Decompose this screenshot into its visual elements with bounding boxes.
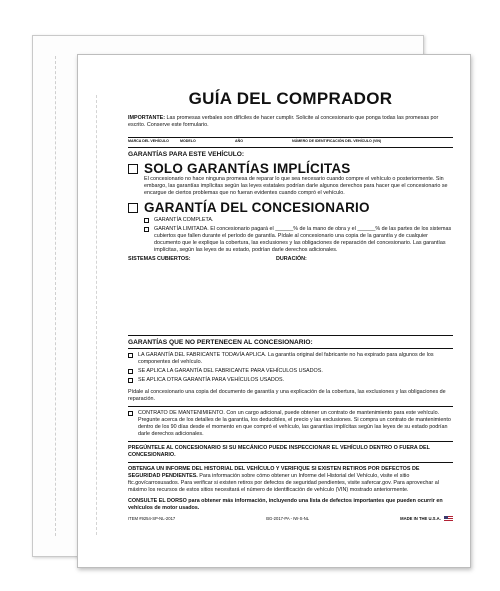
perforation-line: [55, 56, 58, 536]
full-warranty-text: GARANTÍA COMPLETA.: [154, 217, 214, 223]
important-notice: [128, 115, 453, 129]
form-code: BG-2017-PA - IW-S-NL: [266, 516, 310, 521]
systems-label: SISTEMAS CUBIERTOS:: [128, 256, 191, 262]
nd-item-text: SE APLICA LA GARANTÍA DEL FABRICANTE PARA VEHÍCULOS USADOS.: [138, 368, 323, 374]
vehicle-vin-field: NÚMERO DE IDENTIFICACIÓN DEL VEHÍCULO (VIN): [292, 139, 382, 143]
divider: [128, 335, 453, 336]
divider: [128, 147, 453, 148]
nd-item: [128, 368, 453, 375]
full-warranty-checkbox: [144, 218, 149, 223]
service-contract-option: [128, 410, 453, 438]
full-warranty-option: [144, 217, 453, 224]
page-title: GUÍA DEL COMPRADOR: [188, 89, 393, 108]
item-code: ITEM #9254-SP-NL-2017: [128, 516, 176, 521]
dealer-warranty-option: [128, 200, 453, 215]
footer: [128, 516, 453, 522]
history-bold: OBTENGA UN INFORME DEL HISTORIAL DEL VEHÍCULO Y VERIFIQUE SI EXISTEN RETIROS POR DEFECTOS DE SEGURIDAD PENDIENTES.: [128, 466, 420, 479]
duration-label: DURACIÓN:: [276, 256, 307, 262]
made-in-usa: [400, 516, 453, 522]
history-text: Para información sobre cómo obtener un Informe del Historial del Vehículo, visite el sitio ftc.gov/carrosusados. Para verificar si existen retiros por defectos de seguridad pendientes, visite safercar.gov. Para aprovechar al máximo los recursos de estos sitios necesitará el número de identificación de vehículo (VIN) mostrado anteriormente.: [128, 473, 439, 493]
made-in-text: MADE IN THE U.S.A.: [400, 516, 441, 522]
limited-warranty-text: GARANTÍA LIMITADA. El concesionario pagará el ______% de la mano de obra y el ______% de las partes de los sistemas cubiertos que fallen durante el período de garantía. Pídale al concesionario una copia de la garantía y de cualquier documento que le explique la cobertura, las exclusiones y las obligaciones de reparación del concesionario. Las garantías implícitas, según las leyes de su estado, podrían darle derechos adicionales.: [154, 226, 452, 253]
implied-title: SOLO GARANTÍAS IMPLÍCITAS: [144, 161, 351, 176]
service-contract-text: CONTRATO DE MANTENIMIENTO. Con un cargo adicional, puede obtener un contrato de mantenimiento para este vehículo. Pregunte acerca de los detalles de la garantía, los deducibles, el precio y las exclusiones. Si compra un contrato de mantenimiento dentro de los 90 días desde el momento en que compró el vehículo, las garantías implícitas según las leyes de su estado podrían darle derechos adicionales.: [138, 410, 451, 437]
nd-checkbox: [128, 369, 133, 374]
important-text: Las promesas verbales son difíciles de hacer cumplir. Solicite al concesionario que ponga todas las promesas por escrito. Conserve este formulario.: [128, 115, 439, 128]
limited-warranty-checkbox: [144, 227, 149, 232]
implied-checkbox: [128, 164, 138, 174]
consult-text: CONSULTE EL DORSO para obtener más información, incluyendo una lista de defectos importantes que pueden ocurrir en vehículos de motor usados.: [128, 498, 443, 511]
divider: [128, 406, 453, 407]
nd-checkbox: [128, 378, 133, 383]
important-label: IMPORTANTE:: [128, 115, 166, 121]
warranties-heading: GARANTÍAS PARA ESTE VEHÍCULO:: [128, 151, 245, 158]
vehicle-fields-row: [128, 137, 453, 143]
dealer-title: GARANTÍA DEL CONCESIONARIO: [144, 200, 370, 215]
vehicle-model-field: MODELO: [180, 139, 196, 143]
non-dealer-heading: GARANTÍAS QUE NO PERTENECEN AL CONCESIONARIO:: [128, 339, 313, 346]
ask-copy-text: Pídale al concesionario una copia del documento de garantía y una explicación de la cobertura, las exclusiones y las obligaciones de reparación.: [128, 389, 446, 402]
history-paragraph: [128, 466, 453, 494]
nd-item: [128, 352, 453, 366]
guide-content: [128, 89, 453, 522]
systems-blank-area: [128, 262, 453, 332]
limited-warranty-option: [144, 226, 453, 254]
vehicle-make-field: MARCA DEL VEHÍCULO: [128, 139, 169, 143]
divider: [128, 462, 453, 463]
dealer-checkbox: [128, 203, 138, 213]
divider: [128, 348, 453, 349]
divider: [128, 441, 453, 442]
nd-item: [128, 377, 453, 384]
us-flag-icon: [444, 516, 453, 522]
perforation-line: [96, 95, 99, 535]
service-contract-checkbox: [128, 411, 133, 416]
inspection-text: PREGÚNTELE AL CONCESIONARIO SI SU MECÁNICO PUEDE INSPECCIONAR EL VEHÍCULO DENTRO O FUERA DEL CONCESIONARIO.: [128, 445, 430, 458]
nd-checkbox: [128, 353, 133, 358]
implied-text: El concesionario no hace ninguna promesa de reparar lo que sea necesario cuando compre el vehículo o posteriormente. Sin embargo, las garantías implícitas según las leyes estatales podrían darle algunos derechos para hacer que el concesionario se encargue de ciertos problemas que no fueran evidentes cuando compró el vehículo.: [144, 176, 448, 196]
implied-warranty-option: [128, 161, 453, 176]
vehicle-year-field: AÑO: [235, 139, 243, 143]
nd-item-text: SE APLICA OTRA GARANTÍA PARA VEHÍCULOS USADOS.: [138, 377, 285, 383]
nd-item-text: LA GARANTÍA DEL FABRICANTE TODAVÍA APLICA. La garantía original del fabricante no ha expirado para algunos de los componentes del vehículo.: [138, 352, 434, 365]
buyers-guide-sheet: [77, 54, 471, 568]
